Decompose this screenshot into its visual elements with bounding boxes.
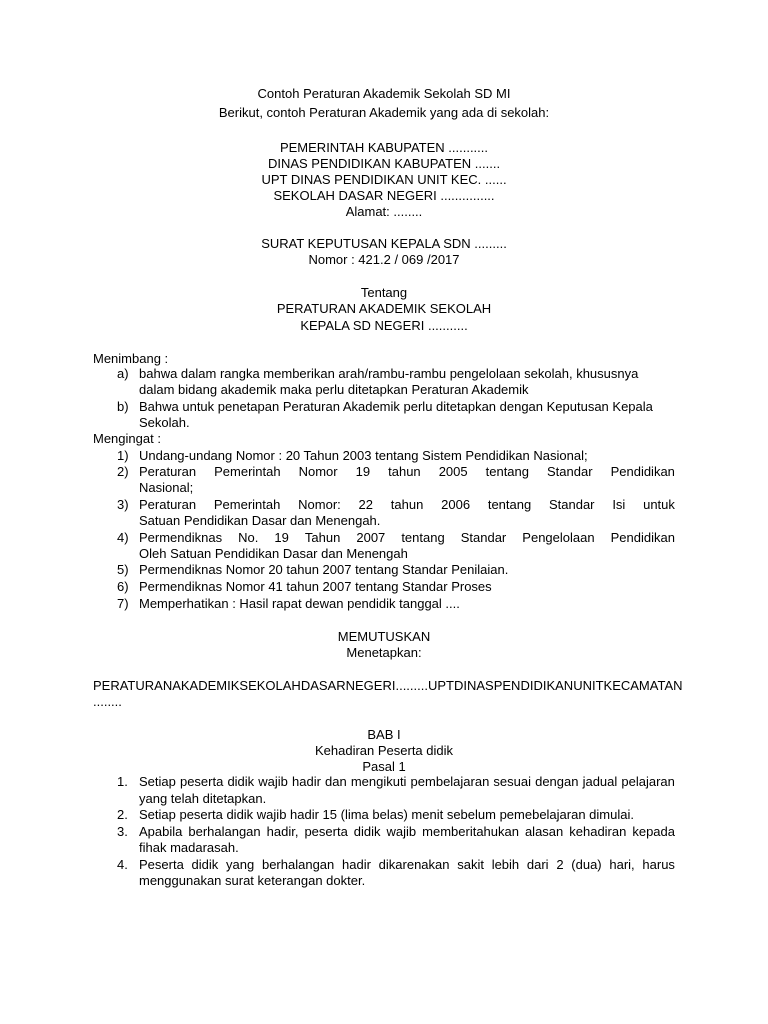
mengingat-item-7-line-1: Memperhatikan : Hasil rapat dewan pendidik tanggal .... [139,596,460,611]
pasal-item-4-line-1: Peserta didik yang berhalangan hadir dikarenakan sakit lebih dari 2 (dua) hari, harus [139,857,675,872]
pasal-marker-3: 3. [117,824,128,839]
pasal-item-4-line-2: menggunakan surat keterangan dokter. [139,873,366,888]
kop-line-2: DINAS PENDIDIKAN KABUPATEN ....... [267,156,501,171]
mengingat-marker-5: 5) [117,562,129,577]
peraturan-line-1: PERATURAN AKADEMIK SEKOLAH DASAR NEGERI ......... UPT DINAS PENDIDIKAN UNIT KECAMATAN [93,678,683,693]
tentang-line-2: KEPALA SD NEGERI ........... [300,318,468,333]
pasal-marker-4: 4. [117,857,128,872]
menimbang-item-a-line-1: bahwa dalam rangka memberikan arah/rambu-rambu pengelolaan sekolah, khususnya [139,366,639,381]
pasal-item-2-line-1: Setiap peserta didik wajib hadir 15 (lima belas) menit sebelum pemebelajaran dimulai. [139,807,634,822]
pasal-item-3-line-2: fihak madarasah. [139,840,239,855]
pasal-marker-2: 2. [117,807,128,822]
surat-title: SURAT KEPUTUSAN KEPALA SDN ......... [261,236,507,251]
mengingat-item-2-line-2: Nasional; [139,480,194,495]
mengingat-item-1-line-1: Undang-undang Nomor : 20 Tahun 2003 tentang Sistem Pendidikan Nasional; [139,448,588,463]
menimbang-item-a-line-2: dalam bidang akademik maka perlu ditetapkan Peraturan Akademik [139,382,529,397]
bab-subtitle: Kehadiran Peserta didik [314,743,454,758]
pasal-item-3-line-1: Apabila berhalangan hadir, peserta didik wajib memberitahukan alasan kehadiran kepada [139,824,675,839]
kop-line-5: Alamat: ........ [345,204,423,219]
surat-nomor: Nomor : 421.2 / 069 /2017 [308,252,460,267]
pasal-item-1-line-2: yang telah ditetapkan. [139,791,267,806]
mengingat-marker-2: 2) [117,464,129,479]
document-subtitle: Berikut, contoh Peraturan Akademik yang ada di sekolah: [218,105,550,120]
menimbang-marker-a: a) [117,366,129,381]
mengingat-item-3-line-2: Satuan Pendidikan Dasar dan Menengah. [139,513,381,528]
kop-line-4: SEKOLAH DASAR NEGERI ............... [273,188,495,203]
pasal-title: Pasal 1 [362,759,406,774]
memutuskan-label: MEMUTUSKAN [337,629,431,644]
mengingat-marker-6: 6) [117,579,129,594]
bab-title: BAB I [367,727,401,742]
menetapkan-label: Menetapkan: [346,645,422,660]
pasal-item-1-line-1: Setiap peserta didik wajib hadir dan mengikuti pembelajaran sesuai dengan jadual pelajaran [139,774,675,789]
mengingat-item-5-line-1: Permendiknas Nomor 20 tahun 2007 tentang Standar Penilaian. [139,562,509,577]
menimbang-item-b-line-1: Bahwa untuk penetapan Peraturan Akademik perlu ditetapkan dengan Keputusan Kepala [139,399,653,414]
mengingat-marker-4: 4) [117,530,129,545]
kop-line-1: PEMERINTAH KABUPATEN ........... [279,140,489,155]
tentang-line-1: PERATURAN AKADEMIK SEKOLAH [276,301,492,316]
mengingat-label: Mengingat : [93,431,161,446]
kop-line-3: UPT DINAS PENDIDIKAN UNIT KEC. ...... [261,172,507,187]
mengingat-item-3-line-1: Peraturan Pemerintah Nomor: 22 tahun 2006 tentang Standar Isi untuk [139,497,675,512]
mengingat-item-4-line-1: Permendiknas No. 19 Tahun 2007 tentang Standar Pengelolaan Pendidikan [139,530,675,545]
pasal-marker-1: 1. [117,774,128,789]
menimbang-marker-b: b) [117,399,129,414]
mengingat-item-6-line-1: Permendiknas Nomor 41 tahun 2007 tentang Standar Proses [139,579,492,594]
mengingat-item-2-line-1: Peraturan Pemerintah Nomor 19 tahun 2005 tentang Standar Pendidikan [139,464,675,479]
mengingat-item-4-line-2: Oleh Satuan Pendidikan Dasar dan Menengah [139,546,408,561]
menimbang-label: Menimbang : [93,351,169,366]
document-title: Contoh Peraturan Akademik Sekolah SD MI [257,86,511,101]
peraturan-line-2: ........ [93,694,122,709]
tentang-label: Tentang [360,285,408,300]
mengingat-marker-3: 3) [117,497,129,512]
mengingat-marker-1: 1) [117,448,129,463]
mengingat-marker-7: 7) [117,596,129,611]
menimbang-item-b-line-2: Sekolah. [139,415,190,430]
